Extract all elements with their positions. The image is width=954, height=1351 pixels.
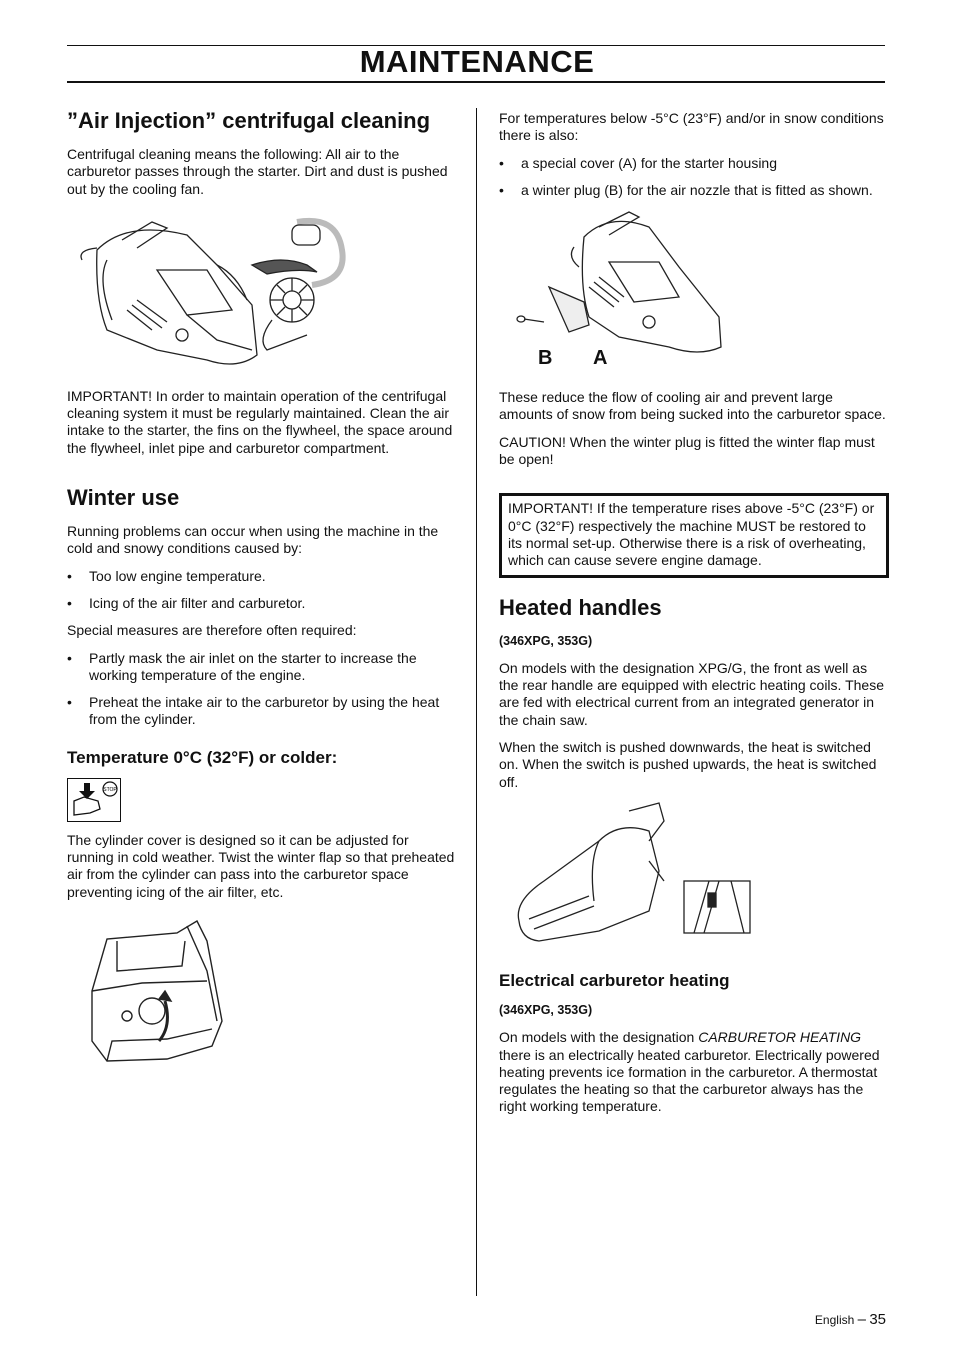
list-item: • a winter plug (B) for the air nozzle that is fitted as shown.	[499, 182, 886, 199]
heated-handles-text-2: When the switch is pushed downwards, the heat is switched on. When the switch is pushed upwards, the heat is switched off.	[499, 739, 877, 790]
winter-causes-list	[67, 568, 455, 613]
air-injection-important: IMPORTANT! In order to maintain operation of the centrifugal cleaning system it must be regularly maintained. Clean the air intake to the starter, the fins on the flywheel, the space around the flywheel, inlet pipe and carburetor compartment.	[67, 387, 453, 456]
list-item: • Preheat the intake air to the carburetor by using the heat from the cylinder.	[67, 694, 455, 729]
important-notice-text: IMPORTANT! If the temperature rises above -5°C (23°F) or 0°C (32°F) respectively the machine MUST be restored to its normal set-up. Otherwise there is a risk of overheating, which can cause severe engine damage.	[508, 500, 875, 569]
carburetor-heating-designation: CARBURETOR HEATING	[698, 1029, 862, 1046]
stop-symbol-icon	[68, 779, 120, 821]
footer-language: English	[814, 1313, 855, 1327]
winter-accessories-list	[499, 155, 886, 200]
carburetor-text-rest: there is an electrically heated carburetor. Electrically powered heating prevents ice formation in the carburetor. A thermostat regulates the heating so that the carburetor always has the right working temperature.	[499, 1046, 880, 1115]
page-title: MAINTENANCE	[359, 44, 595, 79]
below-temp-intro: For temperatures below -5°C (23°F) and/or in snow conditions there is also:	[499, 110, 884, 144]
right-column	[499, 110, 886, 1116]
carburetor-heating-models: (346XPG, 353G)	[499, 1002, 593, 1017]
winter-use-heading: Winter use	[67, 485, 180, 511]
winter-use-intro: Running problems can occur when using the machine in the cold and snowy conditions caused by:	[67, 523, 439, 557]
carburetor-heating-text	[499, 1029, 886, 1115]
chainsaw-winter-kit-drawing	[499, 207, 739, 362]
label-b: B	[538, 347, 553, 370]
caution-text: CAUTION! When the winter plug is fitted the winter flap must be open!	[499, 433, 875, 468]
cylinder-cover-illustration	[67, 911, 455, 1071]
heated-handles-models: (346XPG, 353G)	[499, 633, 593, 648]
carburetor-text-start: On models with the designation	[499, 1029, 699, 1046]
winter-kit-illustration	[499, 207, 886, 382]
cylinder-cover-drawing	[67, 911, 237, 1071]
heated-handles-text-1: On models with the designation XPG/G, the front as well as the rear handle are equipped with electric heating coils. These are fed with electrical current from an integrated generator in the chain saw.	[499, 659, 884, 728]
list-item: • Too low engine temperature.	[67, 568, 455, 585]
winter-measures-list	[67, 650, 455, 729]
temperature-heading: Temperature 0°C (32°F) or colder:	[67, 747, 338, 767]
reduce-airflow-text: These reduce the flow of cooling air and prevent large amounts of snow from being sucked into the carburetor space.	[499, 389, 886, 423]
label-a: A	[593, 347, 608, 370]
air-injection-heading: ”Air Injection” centrifugal cleaning	[67, 108, 431, 133]
left-column	[67, 108, 455, 1071]
heated-handles-illustration	[499, 801, 886, 961]
cylinder-cover-text: The cylinder cover is designed so it can be adjusted for running in cold weather. Twist the winter flap so that preheated air from the cylinder can pass into the carburetor space preventing icing of the air filter, etc.	[67, 831, 455, 900]
important-notice-box	[499, 493, 889, 577]
page-footer	[815, 1311, 886, 1328]
chainsaw-handle-switch-drawing	[499, 801, 759, 961]
footer-dash: –	[857, 1311, 866, 1328]
winter-measures-intro: Special measures are therefore often required:	[67, 622, 357, 639]
chainsaw-airflow-drawing	[67, 210, 367, 380]
centrifugal-cleaning-illustration	[67, 210, 455, 380]
list-item: • Partly mask the air inlet on the starter to increase the working temperature of the engine.	[67, 650, 455, 685]
header-bottom-rule	[67, 81, 885, 83]
svg-text:STOP: STOP	[103, 786, 117, 793]
column-divider	[476, 108, 477, 1296]
air-injection-intro: Centrifugal cleaning means the following: All air to the carburetor passes through the starter. Dirt and dust is pushed out by the cooling fan.	[67, 146, 448, 197]
list-item: • Icing of the air filter and carburetor.	[67, 595, 455, 612]
stop-engine-symbol	[67, 778, 121, 822]
carburetor-heating-heading: Electrical carburetor heating	[499, 970, 730, 990]
list-item: • a special cover (A) for the starter housing	[499, 155, 886, 172]
heated-handles-heading: Heated handles	[499, 594, 662, 620]
page-number: 35	[869, 1311, 886, 1328]
